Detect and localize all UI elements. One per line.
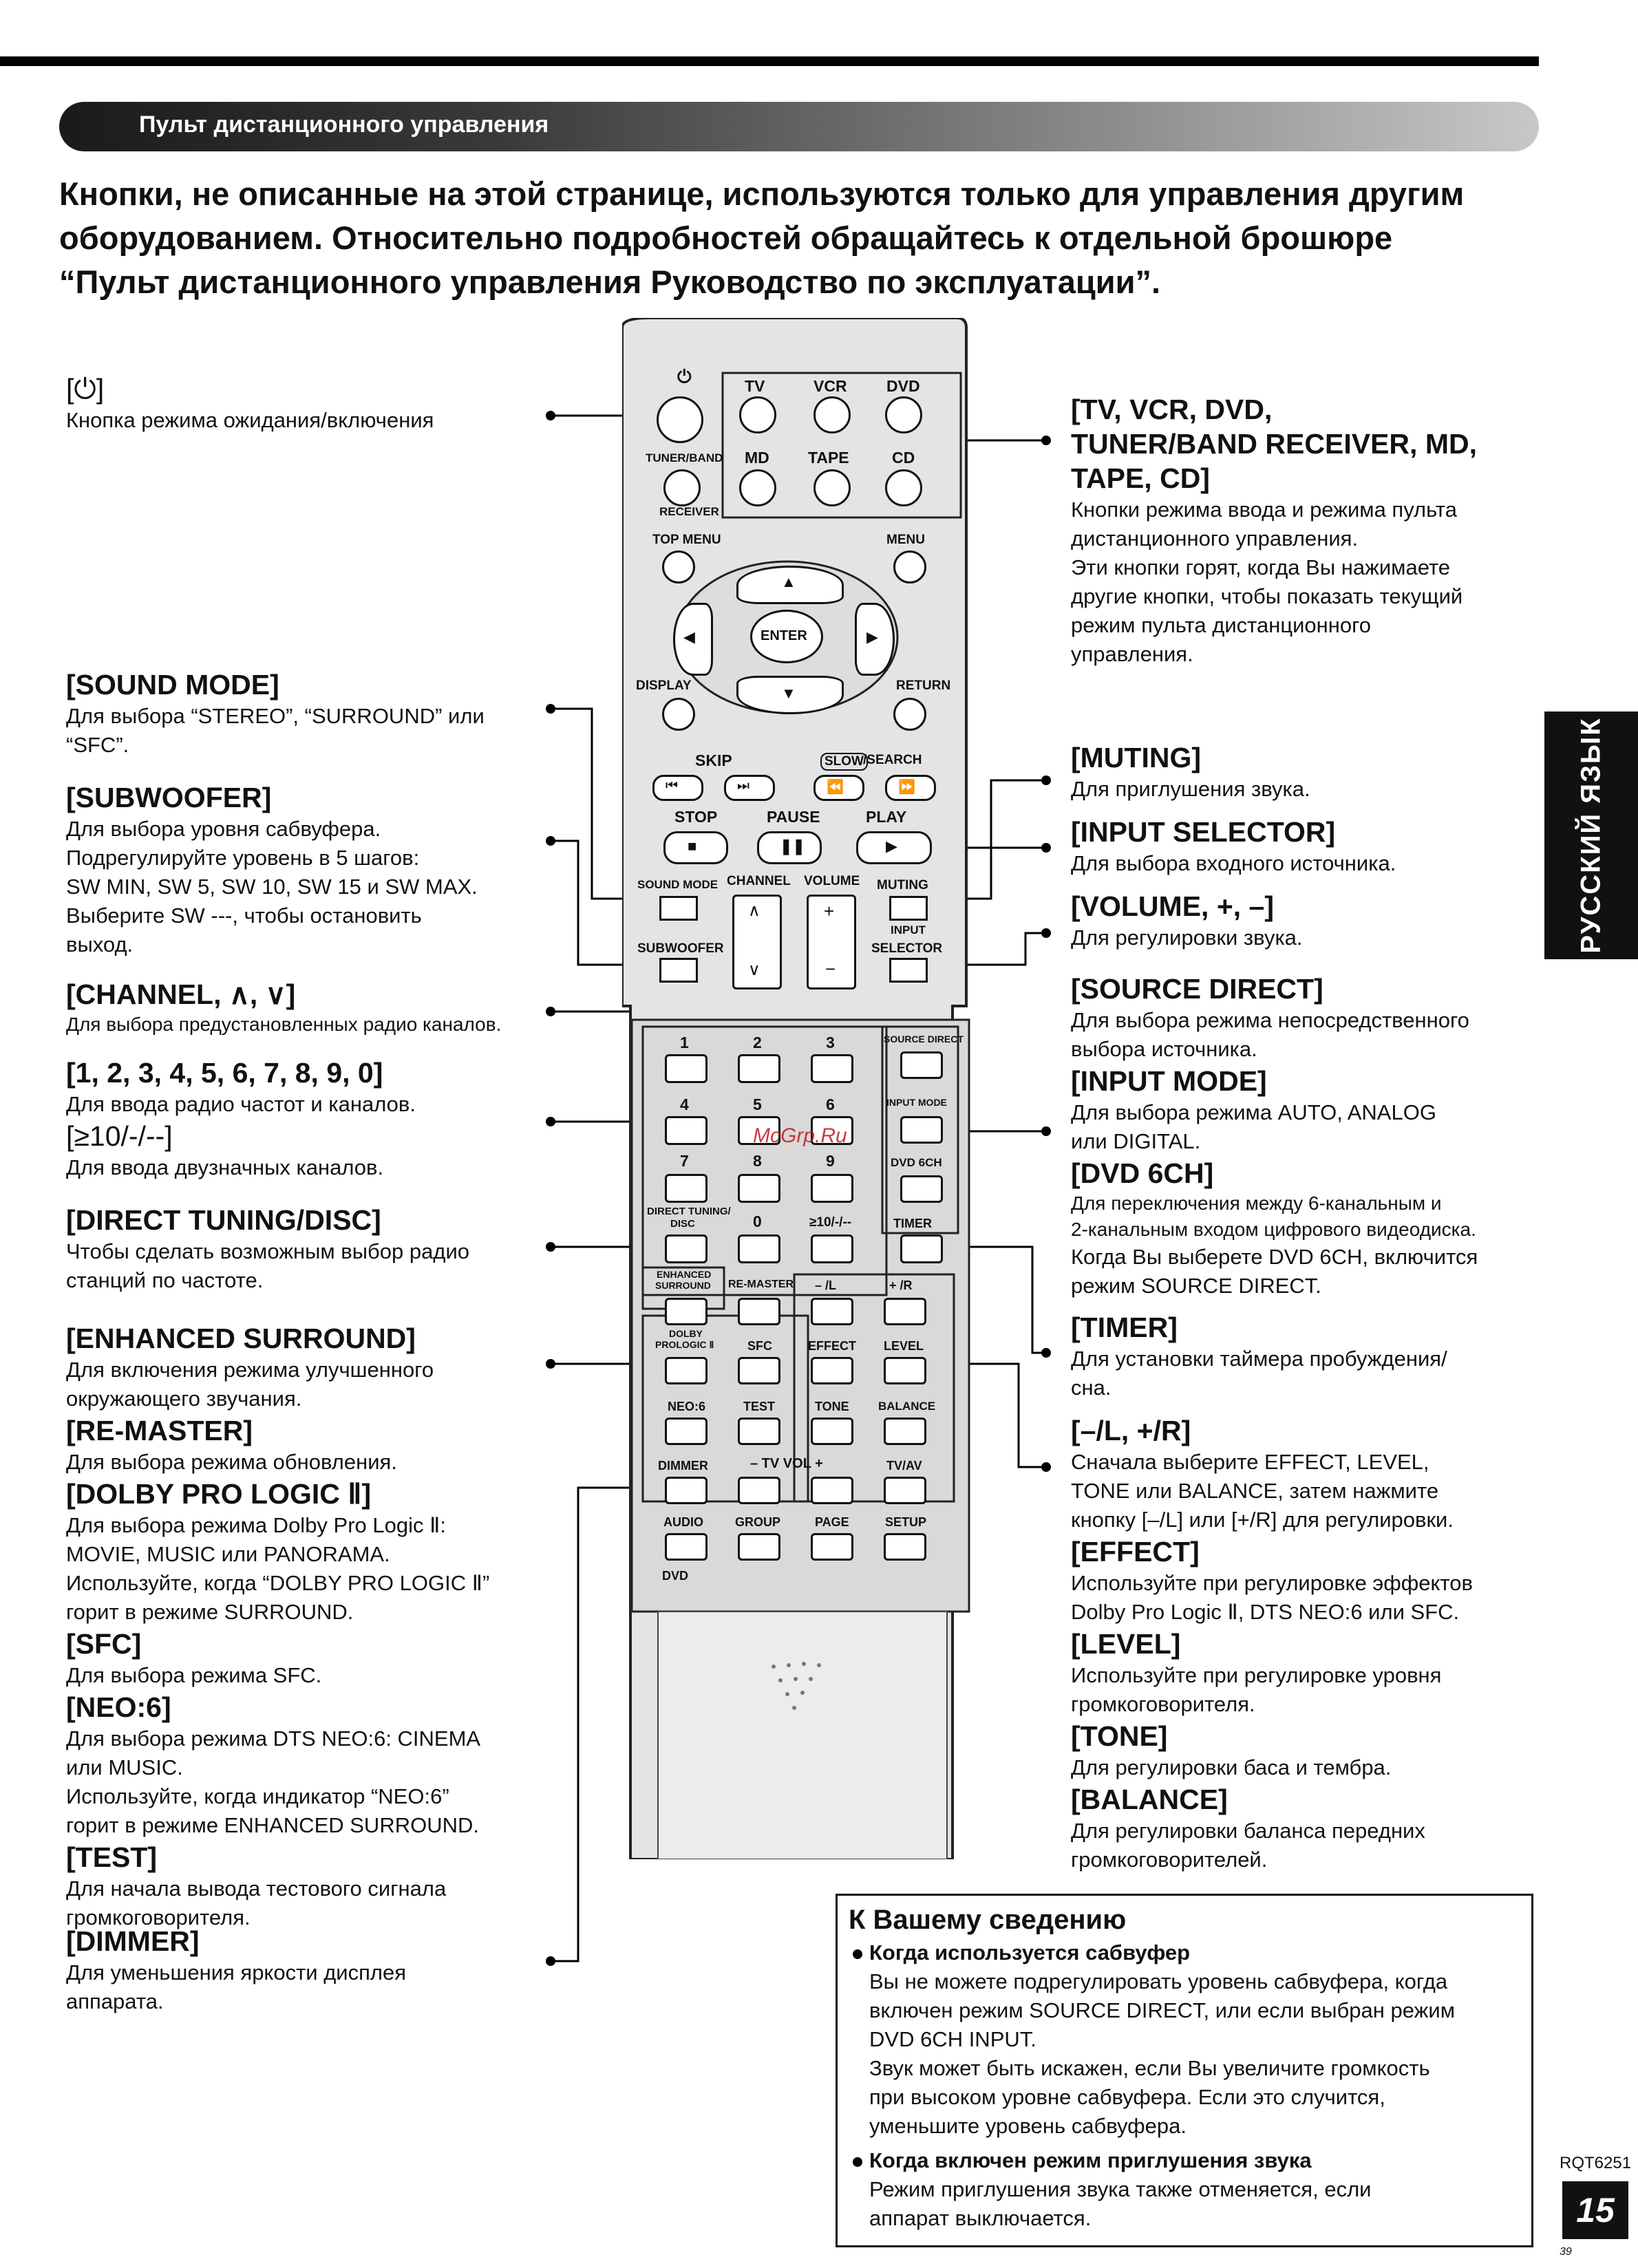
sound-mode-text-1: Для выбора “STEREO”, “SURROUND” или bbox=[66, 704, 485, 728]
up-arrow-button[interactable] bbox=[736, 566, 844, 604]
direct-tuning-title: [DIRECT TUNING/DISC] bbox=[66, 1204, 381, 1236]
level-title: [LEVEL] bbox=[1071, 1628, 1181, 1660]
tv-vol-label: – TV VOL + bbox=[750, 1456, 823, 1471]
setup-label: SETUP bbox=[885, 1515, 927, 1529]
sound-mode-title: [SOUND MODE] bbox=[66, 669, 279, 700]
digit-5-label: 5 bbox=[753, 1095, 762, 1113]
plus-r-label: + /R bbox=[889, 1279, 913, 1292]
page-button[interactable] bbox=[811, 1533, 853, 1561]
volume-text: Для регулировки звука. bbox=[1071, 926, 1303, 950]
digit-6-label: 6 bbox=[826, 1095, 835, 1113]
tape-button[interactable] bbox=[813, 469, 851, 506]
digits-text: Для ввода радио частот и каналов. bbox=[66, 1092, 416, 1116]
dvd6ch-text-2: 2-канальным входом цифрового видеодиска. bbox=[1071, 1219, 1476, 1240]
ten-title: [≥10/-/--] bbox=[66, 1120, 173, 1152]
enhanced-surround-button[interactable] bbox=[665, 1298, 708, 1325]
display-label: DISPLAY bbox=[636, 678, 692, 693]
dvd6ch-label: DVD 6CH bbox=[891, 1156, 942, 1169]
digit-4-label: 4 bbox=[680, 1095, 689, 1113]
md-label: MD bbox=[745, 449, 769, 467]
channel-title: [CHANNEL, ∧, ∨] bbox=[66, 978, 296, 1010]
power-label-icon: ⏻ bbox=[677, 366, 692, 387]
page-number bbox=[1562, 2181, 1628, 2239]
enter-button[interactable] bbox=[750, 610, 823, 663]
volume-up-icon: + bbox=[824, 901, 835, 921]
test-title: [TEST] bbox=[66, 1841, 158, 1873]
digit-2-label: 2 bbox=[753, 1034, 762, 1051]
skip-back-button[interactable] bbox=[652, 775, 703, 801]
page-number-text: 15 bbox=[1576, 2191, 1615, 2229]
subwoofer-button[interactable] bbox=[659, 958, 698, 983]
slow-label: SLOW bbox=[820, 753, 868, 771]
subwoofer-text-5: выход. bbox=[66, 932, 134, 956]
rewind-icon: ⏪ bbox=[827, 780, 844, 795]
group-button[interactable] bbox=[738, 1533, 780, 1561]
note-item-1-line-3: DVD 6CH INPUT. bbox=[869, 2027, 1036, 2051]
dolby-title: [DOLBY PRO LOGIC Ⅱ] bbox=[66, 1478, 372, 1510]
stop-label: STOP bbox=[674, 808, 718, 826]
info-box-title: К Вашему сведению bbox=[849, 1905, 1127, 1935]
left-arrow-button[interactable] bbox=[673, 603, 713, 676]
level-text-2: громкоговорителя. bbox=[1071, 1692, 1255, 1716]
disc-label: DISC bbox=[670, 1218, 695, 1230]
dimmer-label: DIMMER bbox=[658, 1459, 708, 1473]
subwoofer-text-3: SW MIN, SW 5, SW 10, SW 15 и SW MAX. bbox=[66, 875, 478, 899]
note-item-2-line-2: аппарат выключается. bbox=[869, 2206, 1092, 2230]
pause-icon: ❚❚ bbox=[780, 837, 805, 855]
lr-text-2: TONE или BALANCE, затем нажмите bbox=[1071, 1479, 1439, 1503]
language-tab-label: РУССКИЙ ЯЗЫК bbox=[1575, 717, 1606, 954]
right-arrow-icon: ▶ bbox=[866, 628, 878, 645]
test-button[interactable] bbox=[738, 1418, 780, 1445]
dolby-text-4: горит в режиме SURROUND. bbox=[66, 1600, 354, 1624]
stop-button[interactable] bbox=[663, 831, 728, 864]
enhanced-surround-title: [ENHANCED SURROUND] bbox=[66, 1323, 416, 1354]
note-item-1-body bbox=[869, 1967, 1523, 2141]
dolby-label: DOLBY bbox=[669, 1328, 703, 1339]
balance-button[interactable] bbox=[884, 1418, 926, 1445]
minus-l-label: – /L bbox=[815, 1279, 837, 1292]
neo6-label: NEO:6 bbox=[668, 1400, 706, 1413]
enhanced-surround-text-1: Для включения режима улучшенного bbox=[66, 1358, 434, 1382]
balance-text-1: Для регулировки баланса передних bbox=[1071, 1819, 1425, 1843]
tone-button[interactable] bbox=[811, 1418, 853, 1445]
volume-rocker[interactable] bbox=[807, 895, 856, 989]
digit-3-button[interactable] bbox=[811, 1054, 853, 1083]
dolby-text-3: Используйте, когда “DOLBY PRO LOGIC Ⅱ” bbox=[66, 1571, 490, 1595]
subwoofer-title: [SUBWOOFER] bbox=[66, 782, 272, 813]
receiver-label: RECEIVER bbox=[659, 505, 719, 518]
dimmer-text-1: Для уменьшения яркости дисплея bbox=[66, 1960, 407, 1984]
input-selector-button[interactable] bbox=[889, 958, 928, 983]
input-keys-text-6: управления. bbox=[1071, 642, 1193, 666]
group-label: GROUP bbox=[735, 1515, 781, 1529]
timer-text-1: Для установки таймера пробуждения/ bbox=[1071, 1347, 1447, 1371]
effect-text-2: Dolby Pro Logic Ⅱ, DTS NEO:6 или SFC. bbox=[1071, 1600, 1460, 1624]
sound-mode-button[interactable] bbox=[659, 896, 698, 921]
input-keys-text-2: дистанционного управления. bbox=[1071, 526, 1359, 550]
dvd6ch-button[interactable] bbox=[900, 1175, 943, 1203]
note-item-2-title: Когда включен режим приглушения звука bbox=[869, 2148, 1312, 2172]
skip-label: SKIP bbox=[695, 751, 732, 769]
source-direct-title: [SOURCE DIRECT] bbox=[1071, 973, 1323, 1005]
source-direct-text-1: Для выбора режима непосредственного bbox=[1071, 1008, 1469, 1032]
menu-button[interactable] bbox=[893, 550, 926, 584]
digit-8-label: 8 bbox=[753, 1152, 762, 1170]
bullet-icon bbox=[853, 1949, 862, 1959]
tv-button[interactable] bbox=[739, 396, 776, 434]
input-keys-text-3: Эти кнопки горят, когда Вы нажимаете bbox=[1071, 555, 1450, 579]
remaster-text: Для выбора режима обновления. bbox=[66, 1450, 397, 1474]
source-direct-button[interactable] bbox=[900, 1051, 943, 1079]
dolby-text-2: MOVIE, MUSIC или PANORAMA. bbox=[66, 1542, 390, 1566]
input-mode-label: INPUT MODE bbox=[886, 1097, 947, 1108]
up-arrow-icon: ▲ bbox=[781, 573, 796, 590]
skip-forward-button[interactable] bbox=[724, 775, 775, 801]
intro-text: Кнопки, не описанные на этой странице, используются только для управления другим оборудованием. Относительно подробностей обращайтесь к отдельной брошюре “Пульт дистанционного управления Руководство по эксплуатации”. bbox=[59, 175, 1465, 300]
level-text-1: Используйте при регулировке уровня bbox=[1071, 1663, 1442, 1687]
pause-button[interactable] bbox=[757, 831, 822, 864]
right-arrow-button[interactable] bbox=[855, 603, 895, 676]
effect-title: [EFFECT] bbox=[1071, 1536, 1200, 1568]
info-box bbox=[836, 1894, 1533, 2247]
surround-label: SURROUND bbox=[655, 1280, 711, 1291]
digit-9-label: 9 bbox=[826, 1152, 835, 1170]
input-keys-text-4: другие кнопки, чтобы показать текущий bbox=[1071, 584, 1463, 608]
search-label: /SEARCH bbox=[863, 753, 922, 767]
skip-forward-icon: ⏭ bbox=[737, 778, 749, 793]
play-label: PLAY bbox=[866, 808, 907, 826]
balance-label: BALANCE bbox=[878, 1400, 936, 1413]
power-text: Кнопка режима ожидания/включения bbox=[66, 408, 434, 432]
channel-up-icon: ∧ bbox=[748, 901, 760, 920]
setup-button[interactable] bbox=[884, 1533, 926, 1561]
tone-text: Для регулировки баса и тембра. bbox=[1071, 1755, 1392, 1779]
audio-button[interactable] bbox=[665, 1533, 708, 1561]
fast-forward-icon: ⏩ bbox=[898, 780, 915, 795]
display-button[interactable] bbox=[662, 698, 695, 731]
stop-icon: ■ bbox=[688, 837, 697, 855]
selector-label: SELECTOR bbox=[871, 941, 943, 956]
minus-l-button[interactable] bbox=[811, 1298, 853, 1325]
subwoofer-text-1: Для выбора уровня сабвуфера. bbox=[66, 817, 381, 841]
note-item-1-title: Когда используется сабвуфер bbox=[869, 1940, 1191, 1965]
digit-3-label: 3 bbox=[826, 1034, 835, 1051]
dvd6ch-text-4: режим SOURCE DIRECT. bbox=[1071, 1274, 1321, 1298]
input-keys-title-1: [TV, VCR, DVD, bbox=[1071, 394, 1273, 425]
digit-2-button[interactable] bbox=[738, 1054, 780, 1083]
channel-down-icon: ∨ bbox=[748, 961, 760, 979]
section-title: Пульт дистанционного управления bbox=[139, 111, 549, 138]
level-button[interactable] bbox=[884, 1357, 926, 1384]
channel-label: CHANNEL bbox=[727, 874, 791, 888]
return-button[interactable] bbox=[893, 698, 926, 731]
sfc-title: [SFC] bbox=[66, 1628, 142, 1660]
play-button[interactable] bbox=[856, 831, 932, 864]
remote-body bbox=[622, 318, 984, 1859]
input-keys-text-5: режим пульта дистанционного bbox=[1071, 613, 1372, 637]
note-item-1-line-5: при высоком уровне сабвуфера. Если это случится, bbox=[869, 2085, 1385, 2109]
input-label: INPUT bbox=[891, 923, 926, 937]
channel-rocker[interactable] bbox=[732, 895, 782, 989]
watermark: McGrp.Ru bbox=[753, 1124, 847, 1147]
power-title: [⏻] bbox=[66, 373, 105, 405]
ten-text: Для ввода двузначных каналов. bbox=[66, 1155, 384, 1179]
note-item-1-line-2: включен режим SOURCE DIRECT, или если выбран режим bbox=[869, 1998, 1456, 2022]
vcr-button[interactable] bbox=[813, 396, 851, 434]
remaster-title: [RE-MASTER] bbox=[66, 1415, 253, 1446]
muting-title: [MUTING] bbox=[1071, 742, 1202, 773]
dvd6ch-text-1: Для переключения между 6-канальным и bbox=[1071, 1192, 1442, 1214]
digit-8-button[interactable] bbox=[738, 1174, 780, 1203]
tuner-band-button[interactable] bbox=[663, 469, 701, 506]
digit-1-button[interactable] bbox=[665, 1054, 708, 1083]
lr-text-1: Сначала выберите EFFECT, LEVEL, bbox=[1071, 1450, 1429, 1474]
plus-r-button[interactable] bbox=[884, 1298, 926, 1325]
effect-button[interactable] bbox=[811, 1357, 853, 1384]
dolby-text-1: Для выбора режима Dolby Pro Logic Ⅱ: bbox=[66, 1513, 446, 1537]
tv-vol-down-button[interactable] bbox=[738, 1477, 780, 1504]
note-item-1-line-1: Вы не можете подрегулировать уровень сабвуфера, когда bbox=[869, 1969, 1448, 1993]
power-button[interactable] bbox=[657, 396, 703, 443]
timer-label: TIMER bbox=[893, 1217, 932, 1230]
tv-vol-up-button[interactable] bbox=[811, 1477, 853, 1504]
ten-button[interactable] bbox=[811, 1234, 853, 1263]
source-direct-label: SOURCE DIRECT bbox=[884, 1034, 964, 1045]
cd-button[interactable] bbox=[885, 469, 922, 506]
return-label: RETURN bbox=[896, 678, 951, 693]
tone-label: TONE bbox=[815, 1400, 849, 1413]
test-text-2: громкоговорителя. bbox=[66, 1905, 251, 1929]
tv-label: TV bbox=[745, 377, 765, 395]
top-menu-label: TOP MENU bbox=[652, 533, 721, 547]
dolby-prologic-button[interactable] bbox=[665, 1357, 708, 1384]
lr-text-3: кнопку [–/L] или [+/R] для регулировки. bbox=[1071, 1508, 1454, 1532]
input-keys-title-2: TUNER/BAND RECEIVER, MD, bbox=[1071, 428, 1477, 460]
muting-label: MUTING bbox=[877, 878, 928, 892]
page-label: PAGE bbox=[815, 1515, 849, 1529]
volume-down-icon: − bbox=[825, 959, 836, 979]
prologic-label: PROLOGIC Ⅱ bbox=[655, 1339, 714, 1350]
muting-text: Для приглушения звука. bbox=[1071, 777, 1310, 801]
dvd-button[interactable] bbox=[885, 396, 922, 434]
enhanced-label: ENHANCED bbox=[657, 1269, 712, 1280]
small-mark: 39 bbox=[1560, 2246, 1572, 2258]
speaker-grille bbox=[760, 1653, 842, 1722]
note-item-1-line-6: уменьшите уровень сабвуфера. bbox=[869, 2114, 1187, 2138]
effect-label: EFFECT bbox=[808, 1339, 856, 1353]
input-keys-text-1: Кнопки режима ввода и режима пульта bbox=[1071, 498, 1457, 522]
lr-title: [–/L, +/R] bbox=[1071, 1415, 1191, 1446]
sfc-button[interactable] bbox=[738, 1357, 780, 1384]
direct-tuning-text-2: станций по частоте. bbox=[66, 1268, 264, 1292]
direct-tuning-label: DIRECT TUNING/ bbox=[647, 1206, 731, 1217]
dimmer-button[interactable] bbox=[665, 1477, 708, 1504]
dimmer-title: [DIMMER] bbox=[66, 1925, 200, 1957]
input-selector-text: Для выбора входного источника. bbox=[1071, 851, 1396, 875]
remote-control bbox=[622, 318, 984, 1859]
md-button[interactable] bbox=[739, 469, 776, 506]
remaster-label: RE-MASTER bbox=[728, 1279, 794, 1290]
tuner-band-label: TUNER/BAND bbox=[646, 451, 723, 464]
test-label: TEST bbox=[743, 1400, 776, 1413]
subwoofer-text-4: Выберите SW ---, чтобы остановить bbox=[66, 903, 422, 928]
remaster-button[interactable] bbox=[738, 1298, 780, 1325]
neo6-text-3: Используйте, когда индикатор “NEO:6” bbox=[66, 1784, 449, 1808]
sound-mode-text-2: “SFC”. bbox=[66, 733, 129, 757]
left-arrow-icon: ◀ bbox=[683, 628, 695, 645]
ten-label: ≥10/-/-- bbox=[809, 1215, 852, 1230]
dvd-group-label: DVD bbox=[662, 1569, 689, 1583]
neo6-text-1: Для выбора режима DTS NEO:6: CINEMA bbox=[66, 1726, 481, 1751]
neo6-button[interactable] bbox=[665, 1418, 708, 1445]
input-mode-text-1: Для выбора режима AUTO, ANALOG bbox=[1071, 1100, 1436, 1124]
digit-7-button[interactable] bbox=[665, 1174, 708, 1203]
source-direct-text-2: выбора источника. bbox=[1071, 1037, 1257, 1061]
note-item-2-line-1: Режим приглушения звука также отменяется, если bbox=[869, 2177, 1372, 2201]
neo6-text-2: или MUSIC. bbox=[66, 1755, 183, 1779]
tv-av-button[interactable] bbox=[884, 1477, 926, 1504]
note-item-1-line-4: Звук может быть искажен, если Вы увеличите громкость bbox=[869, 2056, 1430, 2080]
input-mode-title: [INPUT MODE] bbox=[1071, 1065, 1267, 1097]
sfc-text: Для выбора режима SFC. bbox=[66, 1663, 322, 1687]
input-mode-button[interactable] bbox=[900, 1116, 943, 1144]
sfc-label: SFC bbox=[747, 1339, 772, 1353]
input-mode-text-2: или DIGITAL. bbox=[1071, 1129, 1201, 1153]
digit-7-label: 7 bbox=[680, 1152, 689, 1170]
tape-label: TAPE bbox=[808, 449, 849, 467]
note-item-2-body bbox=[869, 2175, 1523, 2233]
timer-text-2: сна. bbox=[1071, 1376, 1112, 1400]
cd-label: CD bbox=[892, 449, 915, 467]
digit-0-label: 0 bbox=[753, 1212, 762, 1230]
input-selector-title: [INPUT SELECTOR] bbox=[1071, 816, 1336, 848]
digit-4-button[interactable] bbox=[665, 1116, 708, 1145]
timer-title: [TIMER] bbox=[1071, 1312, 1178, 1343]
direct-tuning-text-1: Чтобы сделать возможным выбор радио bbox=[66, 1239, 470, 1263]
search-forward-button[interactable] bbox=[885, 775, 936, 801]
pause-label: PAUSE bbox=[767, 808, 820, 826]
digit-9-button[interactable] bbox=[811, 1174, 853, 1203]
audio-label: AUDIO bbox=[663, 1515, 703, 1529]
language-tab bbox=[1544, 712, 1638, 959]
volume-title: [VOLUME, +, –] bbox=[1071, 890, 1275, 922]
neo6-text-4: горит в режиме ENHANCED SURROUND. bbox=[66, 1813, 479, 1837]
level-label: LEVEL bbox=[884, 1339, 924, 1353]
enter-label: ENTER bbox=[760, 628, 807, 643]
balance-title: [BALANCE] bbox=[1071, 1784, 1228, 1815]
dimmer-text-2: аппарата. bbox=[66, 1989, 164, 2013]
effect-text-1: Используйте при регулировке эффектов bbox=[1071, 1571, 1473, 1595]
search-back-button[interactable] bbox=[813, 775, 864, 801]
direct-tuning-button[interactable] bbox=[665, 1234, 708, 1263]
dvd-label: DVD bbox=[886, 377, 920, 395]
play-icon: ▶ bbox=[886, 837, 897, 855]
input-keys-title-3: TAPE, CD] bbox=[1071, 462, 1210, 494]
dvd6ch-text-3: Когда Вы выберете DVD 6CH, включится bbox=[1071, 1245, 1478, 1269]
channel-text: Для выбора предустановленных радио каналов. bbox=[66, 1014, 502, 1035]
top-menu-button[interactable] bbox=[662, 550, 695, 584]
digit-0-button[interactable] bbox=[738, 1234, 780, 1263]
doc-code: RQT6251 bbox=[1560, 2154, 1632, 2172]
down-arrow-button[interactable] bbox=[736, 676, 844, 714]
digits-title: [1, 2, 3, 4, 5, 6, 7, 8, 9, 0] bbox=[66, 1057, 383, 1089]
timer-button[interactable] bbox=[900, 1234, 943, 1263]
neo6-title: [NEO:6] bbox=[66, 1691, 171, 1723]
sound-mode-label: SOUND MODE bbox=[637, 878, 719, 891]
skip-back-icon: ⏮ bbox=[666, 778, 678, 793]
dvd6ch-title: [DVD 6CH] bbox=[1071, 1157, 1214, 1189]
volume-label: VOLUME bbox=[804, 874, 860, 888]
bullet-icon bbox=[853, 2157, 862, 2167]
vcr-label: VCR bbox=[813, 377, 847, 395]
enhanced-surround-text-2: окружающего звучания. bbox=[66, 1387, 302, 1411]
subwoofer-label: SUBWOOFER bbox=[637, 941, 724, 956]
test-text-1: Для начала вывода тестового сигнала bbox=[66, 1876, 447, 1901]
digit-1-label: 1 bbox=[680, 1034, 689, 1051]
muting-button[interactable] bbox=[889, 896, 928, 921]
menu-label: MENU bbox=[886, 533, 925, 547]
tone-title: [TONE] bbox=[1071, 1720, 1168, 1752]
subwoofer-text-2: Подрегулируйте уровень в 5 шагов: bbox=[66, 846, 420, 870]
tv-av-label: TV/AV bbox=[886, 1459, 922, 1473]
balance-text-2: громкоговорителей. bbox=[1071, 1848, 1268, 1872]
down-arrow-icon: ▼ bbox=[781, 685, 796, 702]
